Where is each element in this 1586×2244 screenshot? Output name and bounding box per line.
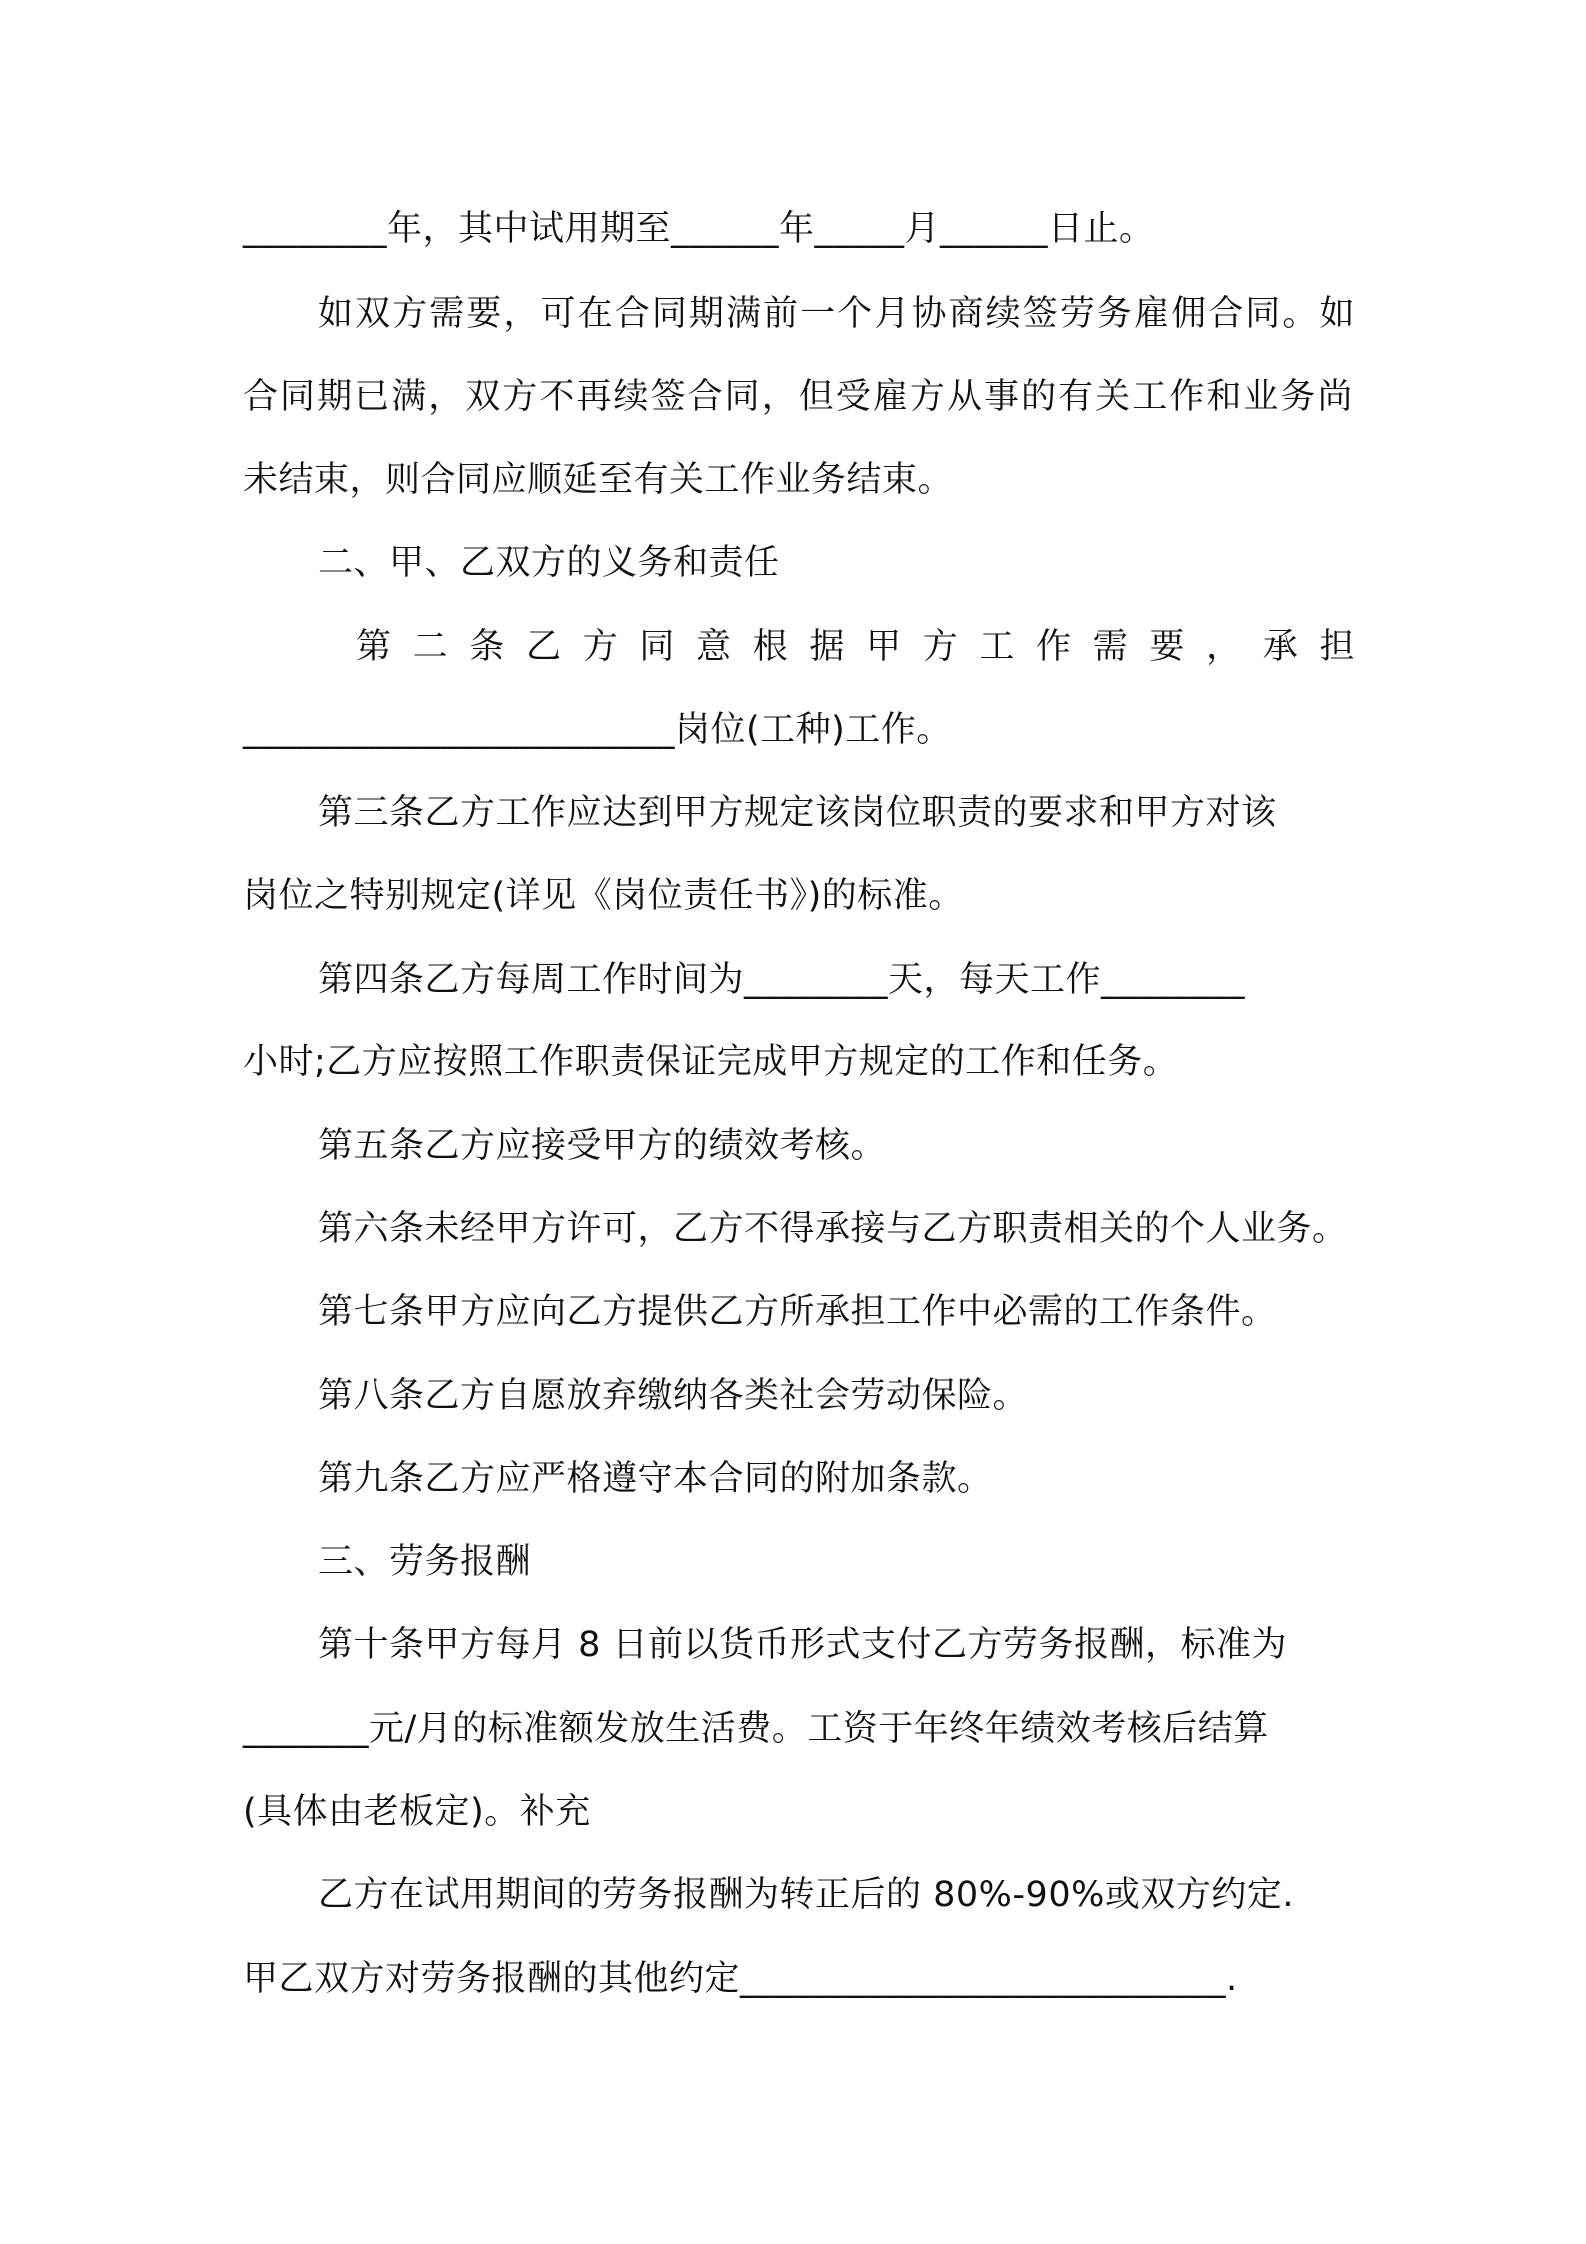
text-line-renewal-2: 合同期已满，双方不再续签合同，但受雇方从事的有关工作和业务尚 <box>243 377 1353 417</box>
text-line-article-10-b: _______元/月的标准额发放生活费。工资于年终年绩效考核后结算 <box>243 1709 1269 1749</box>
text-line-article-4-b: 小时;乙方应按照工作职责保证完成甲方规定的工作和任务。 <box>243 1042 1179 1082</box>
text-line-renewal-3: 未结束，则合同应顺延至有关工作业务结束。 <box>243 460 954 500</box>
text-line-article-7: 第七条甲方应向乙方提供乙方所承担工作中必需的工作条件。 <box>318 1292 1277 1332</box>
text-line-renewal-1: 如双方需要，可在合同期满前一个月协商续签劳务雇佣合同。如 <box>318 294 1355 334</box>
text-line-article-8: 第八条乙方自愿放弃缴纳各类社会劳动保险。 <box>318 1376 1029 1416</box>
text-line-article-5: 第五条乙方应接受甲方的绩效考核。 <box>318 1126 887 1166</box>
text-line-article-2-b: ________________________岗位(工种)工作。 <box>243 710 952 750</box>
text-line-article-4-a: 第四条乙方每周工作时间为________天，每天工作________ <box>318 960 1246 1000</box>
text-line-article-2-a: 第二条乙方同意根据甲方工作需要，承担 <box>356 627 1355 667</box>
text-line-article-10-a: 第十条甲方每月 8 日前以货币形式支付乙方劳务报酬，标准为 <box>318 1625 1288 1665</box>
text-line-article-6: 第六条未经甲方许可，乙方不得承接与乙方职责相关的个人业务。 <box>318 1209 1348 1249</box>
text-line-article-10-c: (具体由老板定)。补充 <box>243 1792 591 1832</box>
section-heading-remuneration: 三、劳务报酬 <box>318 1542 532 1582</box>
text-line-article-3-a: 第三条乙方工作应达到甲方规定该岗位职责的要求和甲方对该 <box>318 793 1277 833</box>
text-line-article-9: 第九条乙方应严格遵守本合同的附加条款。 <box>318 1459 993 1499</box>
text-line-other-agreement: 甲乙双方对劳务报酬的其他约定___________________________. <box>243 1959 1238 1999</box>
section-heading-obligations: 二、甲、乙双方的义务和责任 <box>318 543 780 583</box>
text-line-probation-pay: 乙方在试用期间的劳务报酬为转正后的 80%-90%或双方约定. <box>318 1875 1294 1915</box>
text-line-article-3-b: 岗位之特别规定(详见《岗位责任书》)的标准。 <box>243 876 964 916</box>
text-line-probation-period: ________年，其中试用期至______年_____月______日止。 <box>243 209 1155 249</box>
